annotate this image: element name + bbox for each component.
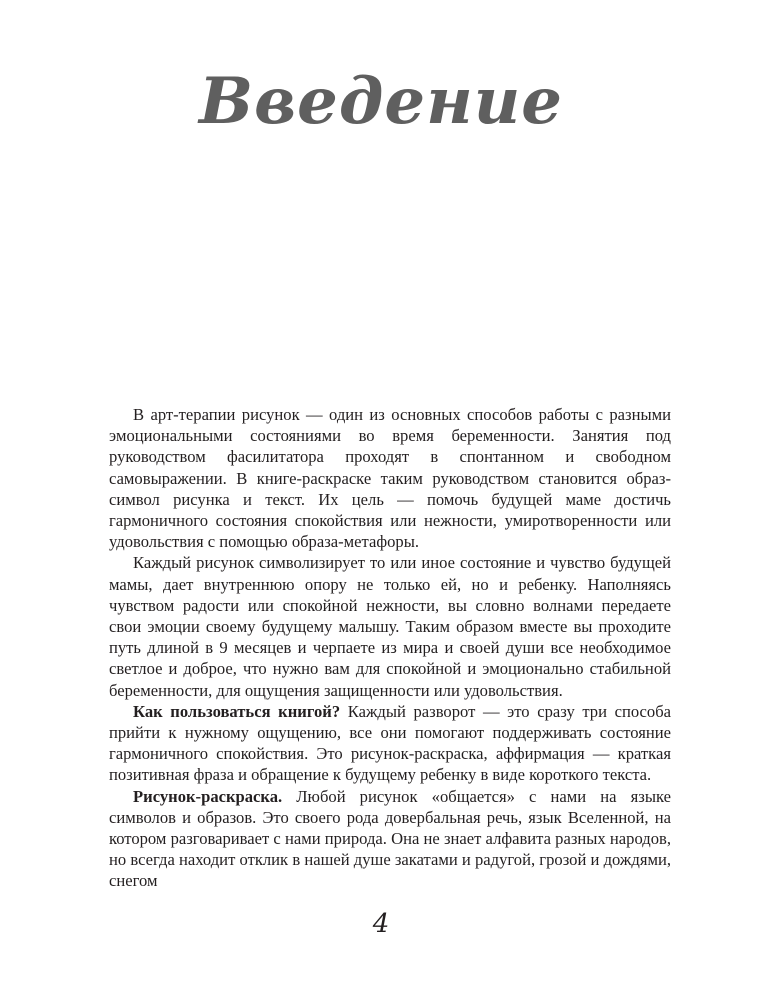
paragraph-text: Каждый разворот — это сразу три способа прийти к нужному ощущению, все они помогают поддерживать состояние гармоничного спокойствия. Это рисунок-раскраска, аффирмация — краткая позитивная фраза и обращение к будущему ребенку в виде короткого текста. <box>109 701 672 785</box>
paragraph <box>109 404 671 552</box>
paragraph-text: Каждый рисунок символизирует то или иное состояние и чувство будущей мамы, дает внутреннюю опору не только ей, но и ребенку. Наполняясь чувством радости или спокойной нежности, вы словно волнами передаете свои эмоции своему будущему малышу. Таким образом вместе вы проходите путь длиной в 9 месяцев и черпаете из мира и своей души все необходимое светлое и доброе, что нужно вам для спокойной и эмоционально стабильной беременности, для ощущения защищенности или удовольствия. <box>109 553 671 700</box>
paragraph-text: Любой рисунок «общается» с нами на языке символов и образов. Это своего рода довербальная речь, язык Вселенной, на котором разговаривает с нами природа. Она не знает алфавита разных народов, но всегда находит отклик в нашей душе закатами и радугой, грозой и дождями, снегом <box>109 786 671 891</box>
body-text <box>109 404 671 892</box>
page-number: 4 <box>372 909 390 939</box>
paragraph <box>109 552 671 700</box>
run-in-heading: Рисунок-раскраска. <box>133 786 283 806</box>
run-in-heading: Как пользоваться книгой? <box>133 701 341 721</box>
paragraph <box>109 701 671 786</box>
page-title: Введение <box>199 64 563 139</box>
paragraph-text: В арт-терапии рисунок — один из основных способов работы с разными эмоциональными состояниями во время беременности. Занятия под руководством фасилитатора проходят в спонтанном и свободном самовыражении. В книге-раскраске таким руководством становится образ-символ рисунка и текст. Их цель — помочь будущей маме достичь гармоничного состояния спокойствия или нежности, умиротворенности или удовольствия с помощью образа-метафоры. <box>109 405 671 552</box>
paragraph <box>109 786 671 892</box>
